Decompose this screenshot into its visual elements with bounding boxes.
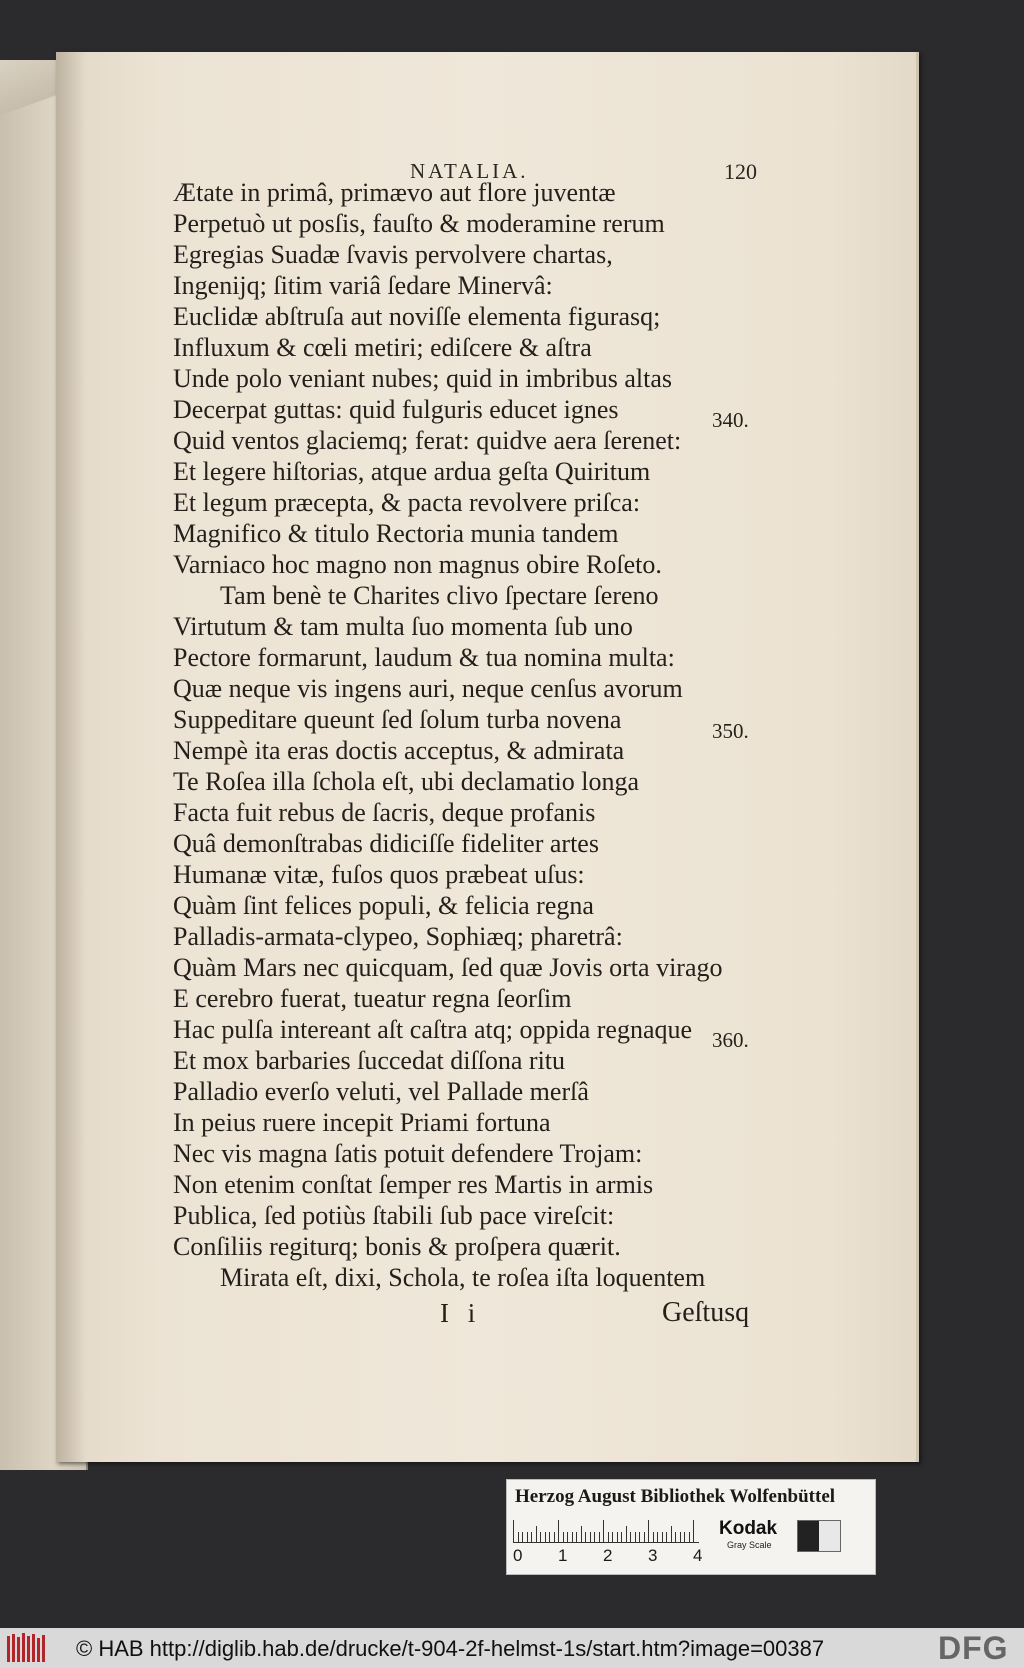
ruler-tick [630, 1532, 631, 1542]
verse-line: Et legere hiſtorias, atque ardua geſta Quiritum [173, 457, 651, 486]
ruler-tick [522, 1532, 523, 1542]
verse-line: Facta fuit rebus de ſacris, deque profanis [173, 798, 596, 827]
ruler-number: 1 [558, 1546, 568, 1565]
ruler-tick [639, 1532, 640, 1542]
ruler-tick [644, 1532, 645, 1542]
verse-line: Euclidæ abſtruſa aut noviſſe elementa figurasq; [173, 302, 661, 331]
ruler-number: 4 [693, 1546, 703, 1565]
ruler-tick [693, 1520, 694, 1542]
ruler-tick [648, 1520, 649, 1542]
verse-line: Nempè ita eras doctis acceptus, & admirata [173, 736, 625, 765]
verse-line: Et legum præcepta, & pacta revolvere priſca: [173, 488, 641, 517]
kodak-subtitle: Gray Scale [727, 1540, 772, 1550]
footer-source-link[interactable]: © HAB http://diglib.hab.de/drucke/t-904-2f-helmst-1s/start.htm?image=00387 [76, 1636, 825, 1661]
measurement-ruler [513, 1516, 699, 1543]
verse-line: Non etenim conſtat ſemper res Martis in armis [173, 1170, 654, 1199]
ruler-tick [680, 1532, 681, 1542]
ruler-tick [531, 1532, 532, 1542]
verse-line: Influxum & cœli metiri; ediſcere & aſtra [173, 333, 592, 362]
ruler-tick [540, 1532, 541, 1542]
verse-line: E cerebro fuerat, tueatur regna ſeorſim [173, 984, 572, 1013]
verse-line: Suppeditare queunt ſed ſolum turba novena [173, 705, 622, 734]
ruler-tick [576, 1532, 577, 1542]
ruler-tick [662, 1532, 663, 1542]
ruler-tick [581, 1526, 582, 1542]
ruler-tick [572, 1532, 573, 1542]
ruler-tick [585, 1532, 586, 1542]
ruler-tick [684, 1532, 685, 1542]
line-number: 350. [712, 719, 749, 743]
verse-line: Quæ neque vis ingens auri, neque cenſus avorum [173, 674, 683, 703]
ruler-tick [545, 1532, 546, 1542]
verse-line: Quâ demonſtrabas didiciſſe fideliter artes [173, 829, 599, 858]
ruler-number: 2 [603, 1546, 613, 1565]
verse-line: Et mox barbaries ſuccedat diſſona ritu [173, 1046, 566, 1075]
ruler-tick [518, 1532, 519, 1542]
ruler-tick [621, 1532, 622, 1542]
verse-line: Nec vis magna ſatis potuit defendere Trojam: [173, 1139, 643, 1168]
library-name: Herzog August Bibliothek Wolfenbüttel [515, 1486, 836, 1507]
ruler-tick [626, 1526, 627, 1542]
verse-line: Egregias Suadæ ſvavis pervolvere chartas, [173, 240, 613, 269]
ruler-tick [603, 1520, 604, 1542]
verse-line: Varniaco hoc magno non magnus obire Roſeto. [173, 550, 662, 579]
ruler-tick [513, 1520, 514, 1542]
ruler-tick [657, 1532, 658, 1542]
ruler-tick [549, 1532, 550, 1542]
line-number: 360. [712, 1028, 749, 1052]
verse-line: Palladis-armata-clypeo, Sophiæq; pharetrâ: [173, 922, 623, 951]
line-number: 340. [712, 408, 749, 432]
kodak-logo: Kodak [719, 1518, 778, 1539]
ruler-tick [635, 1532, 636, 1542]
ruler-tick [666, 1532, 667, 1542]
verse-line: Humanæ vitæ, fuſos quos præbeat uſus: [173, 860, 585, 889]
verse-line: Perpetuò ut posſis, fauſto & moderamine rerum [173, 209, 665, 238]
ruler-tick [590, 1532, 591, 1542]
ruler-tick [594, 1532, 595, 1542]
ruler-tick [612, 1532, 613, 1542]
ruler-tick [653, 1532, 654, 1542]
verse-line: Magnifico & titulo Rectoria munia tandem [173, 519, 619, 548]
verse-line: Hac pulſa intereant aſt caſtra atq; oppida regnaque [173, 1015, 693, 1044]
ruler-tick [567, 1532, 568, 1542]
ruler-tick [599, 1532, 600, 1542]
folio-number: 120 [724, 159, 757, 184]
hab-logo-icon [6, 1632, 48, 1664]
color-reference-card [506, 1479, 876, 1575]
verse-line: Ingenijq; ſitim variâ ſedare Minervâ: [173, 271, 553, 300]
verse-line: Virtutum & tam multa ſuo momenta ſub uno [173, 612, 633, 641]
ruler-tick [536, 1526, 537, 1542]
signature-mark: I i [440, 1298, 482, 1328]
ruler-tick [527, 1532, 528, 1542]
ruler-tick [554, 1532, 555, 1542]
catchword: Geſtusq [662, 1297, 750, 1328]
ruler-tick [675, 1532, 676, 1542]
ruler-tick [671, 1526, 672, 1542]
ruler-tick [617, 1532, 618, 1542]
verse-line: In peius ruere incepit Priami fortuna [173, 1108, 551, 1137]
verse-line: Quàm Mars nec quicquam, ſed quæ Jovis orta virago [173, 953, 723, 982]
footer-bar [0, 1628, 1024, 1668]
verse-line: Pectore formarunt, laudum & tua nomina multa: [173, 643, 675, 672]
verse-line: Mirata eſt, dixi, Schola, te roſea iſta loquentem [220, 1263, 706, 1292]
facing-page-corner [0, 60, 60, 130]
verse-line: Tam benè te Charites clivo ſpectare ſereno [220, 581, 659, 610]
running-head: NATALIA. [410, 159, 529, 183]
verse-line: Te Roſea illa ſchola eſt, ubi declamatio longa [173, 767, 640, 796]
verse-line: Publica, ſed potiùs ſtabili ſub pace vireſcit: [173, 1201, 615, 1230]
verse-line: Unde polo veniant nubes; quid in imbribus altas [173, 364, 672, 393]
ruler-tick [689, 1532, 690, 1542]
dfg-logo: DFG [934, 1630, 1009, 1667]
verse-line: Quid ventos glaciemq; ferat: quidve aera ſerenet: [173, 426, 682, 455]
verse-line: Ætate in primâ, primævo aut flore juventæ [173, 178, 616, 207]
gray-scale-patch [797, 1520, 841, 1552]
verse-line: Palladio everſo veluti, vel Pallade merſâ [173, 1077, 589, 1106]
ruler-tick [558, 1520, 559, 1542]
ruler-number: 0 [513, 1546, 523, 1565]
verse-line: Conſiliis regiturq; bonis & proſpera quærit. [173, 1232, 621, 1261]
verse-line: Quàm ſint felices populi, & felicia regna [173, 891, 594, 920]
ruler-tick [608, 1532, 609, 1542]
ruler-tick [563, 1532, 564, 1542]
ruler-number: 3 [648, 1546, 658, 1565]
verse-line: Decerpat guttas: quid fulguris educet ignes [173, 395, 619, 424]
gutter-shadow [56, 52, 86, 1462]
